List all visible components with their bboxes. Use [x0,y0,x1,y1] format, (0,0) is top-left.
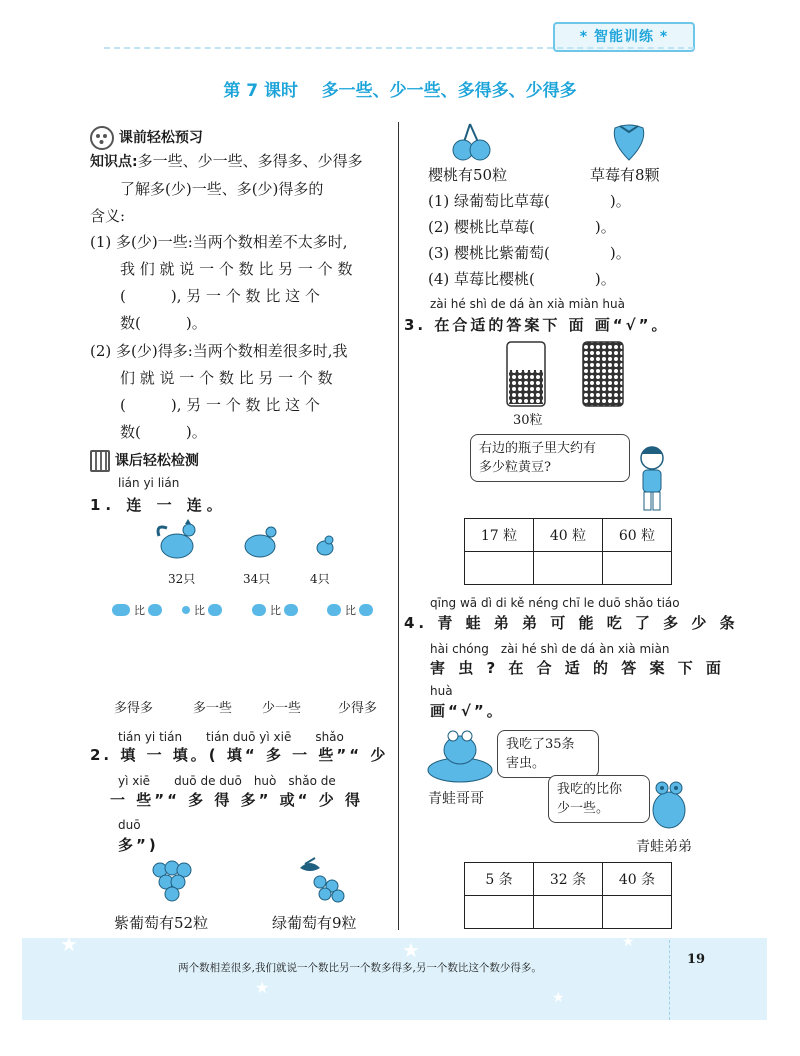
point2-line4: 数( )。 [120,423,207,441]
cherry-label: 樱桃有50粒 [428,166,508,184]
q3-label: 3. 在合适的答案下 面 画“√”。 [404,316,670,334]
big-frog-name: 青蛙哥哥 [428,791,484,807]
footer-band [22,938,767,1020]
star-icon: ★ [255,978,270,997]
hen-small-icon [148,604,162,616]
footer-divider [669,940,670,1020]
hen-small-icon [208,604,222,616]
star-icon: ★ [622,934,635,950]
answer-more-much: 多得多 [114,701,154,716]
point2-line1: (2) 多(少)得多:当两个数相差很多时,我 [90,342,348,360]
point1-line3: ( ), 另 一 个 数 比 这 个 [120,287,320,305]
intro-line-1: 了解多(少)一些、多(少)得多的 [120,180,324,198]
lesson-topic: 多一些、少一些、多得多、少得多 [321,81,577,101]
q1-label: 1. 连 一 连。 [90,496,227,514]
compare-word-3: 比 [270,604,281,617]
small-frog-icon [646,772,692,834]
big-frog-bubble-line1: 我吃了35条 [506,737,575,752]
q3-bubble-line1: 右边的瓶子里大约有 [479,441,597,456]
rooster-icon [158,519,195,558]
green-grapes-label: 绿葡萄有9粒 [272,914,357,932]
count-hen: 34只 [243,572,271,586]
q3-pinyin: zài hé shì de dá àn xià miàn huà [430,297,625,311]
q3-option-3: 60 粒 [603,519,672,552]
q4-pinyin-1: qīng wā dì di kě néng chī le duō shǎo tiáo [430,596,680,610]
small-frog-bubble-line1: 我吃的比你 [557,782,623,797]
test-heading [90,450,199,472]
q2-pinyin-2: yì xiē duō de duō huò shǎo de [118,774,336,788]
answer-less-bit: 少一些 [262,701,302,716]
kp-label: 知识点: [90,154,138,170]
column-divider [398,122,399,930]
small-frog-bubble-line2: 少一些。 [557,801,610,816]
rooster-small-icon [112,604,130,616]
q4-check-cell-3[interactable] [603,896,672,929]
answer-more-bit: 多一些 [193,701,233,716]
q3-speech-bubble [470,434,630,482]
large-jar-icon [583,342,623,406]
q3-check-cell-2[interactable] [534,552,603,585]
big-frog-icon [425,722,495,784]
test-heading-text: 课后轻松检测 [114,453,199,469]
q4-pinyin-2: hài chóng zài hé shì de dá àn xià miàn [430,642,670,656]
header-dashed-line [104,47,694,49]
big-frog-bubble [497,730,599,778]
star-icon: ★ [60,932,78,956]
rooster-small-icon [284,604,298,616]
purple-grapes-label: 紫葡萄有52粒 [114,914,209,932]
compare-word-2: 比 [194,604,205,617]
page-number: 19 [686,952,706,967]
hen-small-icon [327,604,341,616]
point1-line4: 数( )。 [120,314,207,332]
sub-question-2: (2) 樱桃比草莓( )。 [428,218,616,236]
q3-answer-table [464,518,672,585]
big-frog-bubble-line2: 害虫。 [506,756,546,771]
sub-question-4: (4) 草莓比樱桃( )。 [428,270,616,288]
q3-bubble-line2: 多少粒黄豆? [479,460,551,475]
q4-option-2: 32 条 [534,863,603,896]
boy-icon [632,444,672,514]
q4-answer-table [464,862,672,929]
strawberry-label: 草莓有8颗 [590,166,660,184]
calculator-icon [90,450,110,472]
section-tag: * 智能训练 * [553,22,695,52]
star-icon: ★ [552,990,565,1006]
q1-pinyin: lián yi lián [118,476,180,490]
grapes-pictures [140,856,380,912]
kp-text: 多一些、少一些、多得多、少得多 [137,152,363,170]
q4-line-3: 画“√”。 [430,702,505,720]
jar-label: 30粒 [513,413,543,428]
q4-option-3: 40 条 [603,863,672,896]
preview-heading [90,126,203,150]
compare-word-1: 比 [134,604,145,617]
star-icon: ★ [402,938,420,962]
chick-small-icon [182,606,190,614]
lesson-number: 第 7 课时 [223,81,298,101]
q3-check-cell-3[interactable] [603,552,672,585]
hen-small-icon [252,604,266,616]
q2-line-3: 多”) [118,836,159,854]
animal-pictures [155,518,355,566]
q3-option-2: 40 粒 [534,519,603,552]
q4-line-1: 4. 青 蛙 弟 弟 可 能 吃 了 多 少 条 [404,614,739,632]
small-frog-bubble [548,775,650,823]
q4-line-2: 害 虫 ? 在 合 适 的 答 案 下 面 [430,659,725,677]
q2-line-1: 2. 填 一 填。( 填“ 多 一 些”“ 少 [90,746,389,764]
q4-option-1: 5 条 [465,863,534,896]
film-reel-icon [90,126,114,150]
q4-check-cell-2[interactable] [534,896,603,929]
sub-question-1: (1) 绿葡萄比草莓( )。 [428,192,631,210]
point1-line1: (1) 多(少)一些:当两个数相差不太多时, [90,233,348,251]
q2-pinyin-3: duō [118,818,141,832]
intro-line-2: 含义: [90,207,126,225]
comparison-row [112,600,392,622]
knowledge-point [90,150,363,173]
jars-picture [505,338,635,410]
rooster-small-icon [359,604,373,616]
green-grapes-icon [300,858,344,902]
q2-line-2: 一 些”“ 多 得 多” 或“ 少 得 [110,791,363,809]
small-frog-name: 青蛙弟弟 [636,839,692,855]
q3-option-1: 17 粒 [465,519,534,552]
sub-question-3: (3) 樱桃比紫葡萄( )。 [428,244,631,262]
small-jar-icon [507,342,545,406]
chick-icon [317,536,333,555]
strawberry-icon [614,125,643,160]
page-title [0,76,800,101]
answer-less-much: 少得多 [338,701,378,716]
q4-check-cell-1[interactable] [465,896,534,929]
q2-pinyin-1: tián yi tián tián duō yì xiē shǎo [118,730,344,744]
q3-check-cell-1[interactable] [465,552,534,585]
fruit-pictures [450,122,670,162]
count-rooster: 32只 [168,572,196,586]
point2-line3: ( ), 另 一 个 数 比 这 个 [120,396,320,414]
compare-word-4: 比 [345,604,356,617]
hen-icon [245,527,276,557]
point2-line2: 们 就 说 一 个 数 比 另 一 个 数 [120,369,333,387]
purple-grapes-icon [153,861,191,901]
preview-heading-text: 课前轻松预习 [118,130,203,146]
point1-line2: 我 们 就 说 一 个 数 比 另 一 个 数 [120,260,353,278]
q4-pinyin-3: huà [430,684,453,698]
count-chick: 4只 [310,572,330,586]
footer-summary: 两个数相差很多,我们就说一个数比另一个数多得多,另一个数比这个数少得多。 [178,962,542,974]
cherry-icon [453,124,490,160]
